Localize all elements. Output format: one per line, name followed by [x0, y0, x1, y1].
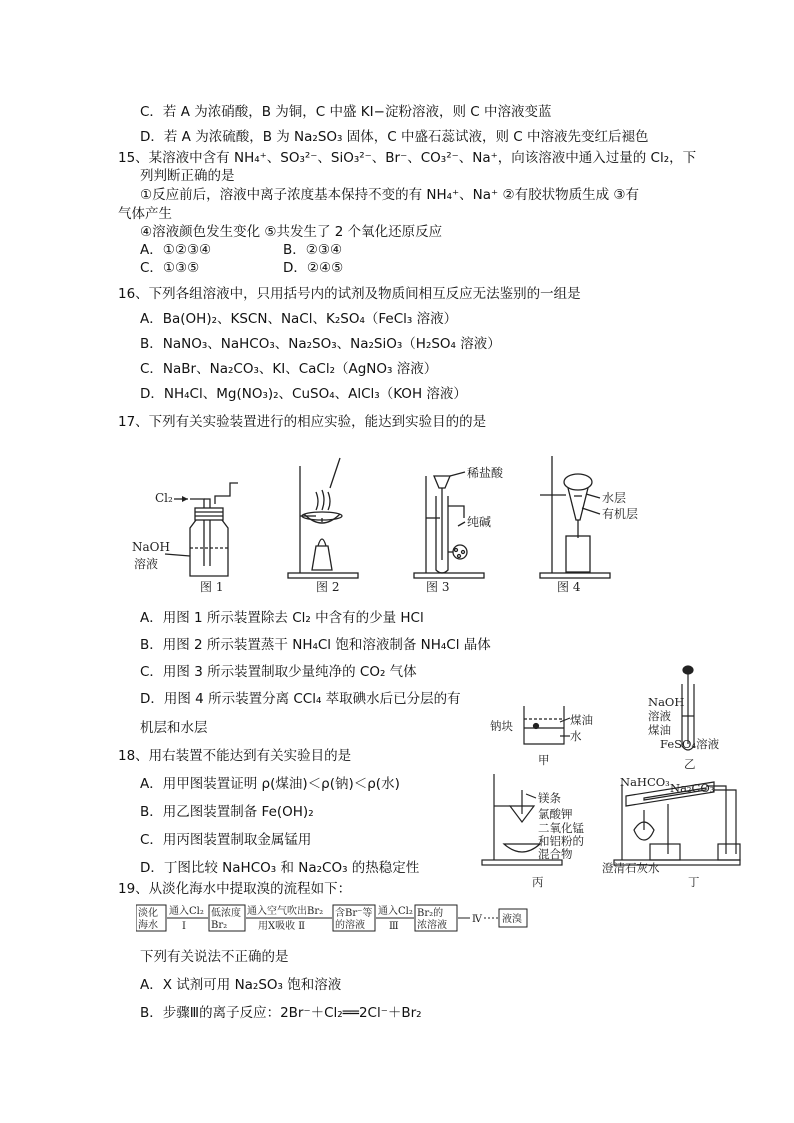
jia-sodium-label: 钠块 — [490, 719, 513, 733]
bing-magnesium-label: 镁条 — [538, 791, 561, 805]
jia-caption: 甲 — [538, 753, 550, 767]
yi-kerosene-label: 煤油 — [648, 723, 671, 737]
q19-question: 下列有关说法不正确的是 — [140, 949, 289, 965]
fig4-organic-layer-label: 有机层 — [602, 507, 639, 521]
flow-box2-line2: Br₂ — [211, 920, 228, 931]
yi-caption: 乙 — [684, 757, 696, 771]
flow-box1-line2: 海水 — [138, 920, 158, 931]
q15-statement-cont: 气体产生 — [118, 206, 172, 222]
fig2-evaporation-setup — [288, 458, 358, 594]
q15-stem: 15、某溶液中含有 NH₄⁺、SO₃²⁻、SiO₃²⁻、Br⁻、CO₃²⁻、Na⁺，向该溶液中通入过量的 Cl₂，下 — [118, 150, 697, 166]
q18-stem: 18、用右装置不能达到有关实验目的是 — [118, 748, 352, 764]
bing-mixture-label-3: 混合物 — [538, 847, 573, 861]
yi-fe-oh-2-setup — [648, 666, 720, 771]
q19-flowchart — [136, 903, 536, 935]
q15-statement-4: ④溶液颜色发生变化 ⑤共发生了 2 个氧化还原反应 — [140, 224, 443, 240]
q15-option-a: A．①②③④ — [140, 242, 212, 258]
fig2-caption: 图 2 — [316, 580, 340, 594]
fig4-water-layer-label: 水层 — [602, 491, 627, 505]
q19-option-a: A．X 试剂可用 Na₂SO₃ 饱和溶液 — [140, 977, 342, 993]
ding-limewater-label: 澄清石灰水 — [602, 861, 660, 875]
q14-option-c: C．若 A 为浓硝酸，B 为铜，C 中盛 KI−淀粉溶液，则 C 中溶液变蓝 — [140, 104, 552, 120]
bing-mixture-label-2: 和铝粉的 — [538, 834, 584, 848]
flow-box4-line1: Br₂的 — [417, 908, 444, 919]
flow-arrow3-top: 通入Cl₂ — [378, 906, 413, 917]
q16-option-d: D．NH₄Cl、Mg(NO₃)₂、CuSO₄、AlCl₃（KOH 溶液） — [140, 386, 467, 402]
flow-arrow1-top: 通入Cl₂ — [169, 906, 204, 917]
flow-box5: 液溴 — [502, 914, 522, 925]
q16-stem: 16、下列各组溶液中，只用括号内的试剂及物质间相互反应无法鉴别的一组是 — [118, 286, 581, 302]
flow-arrow3-bottom: Ⅲ — [389, 921, 399, 932]
flow-arrow2-top: 通入空气吹出Br₂ — [247, 906, 324, 917]
flow-box2-line1: 低浓度 — [211, 908, 241, 919]
q18-option-b: B．用乙图装置制备 Fe(OH)₂ — [140, 804, 314, 820]
q14-option-d: D．若 A 为浓硫酸，B 为 Na₂SO₃ 固体，C 中盛石蕊试液，则 C 中溶液先变红后褪色 — [140, 129, 649, 145]
q18-apparatus-figure — [474, 664, 744, 894]
q17-option-d: D．用图 4 所示装置分离 CCl₄ 萃取碘水后已分层的有 — [140, 691, 461, 707]
q16-option-a: A．Ba(OH)₂、KSCN、NaCl、K₂SO₄（FeCl₃ 溶液） — [140, 311, 458, 327]
fig1-naoh-label: NaOH — [132, 540, 170, 554]
q19-option-b: B．步骤Ⅲ的离子反应：2Br⁻＋Cl₂══2Cl⁻＋Br₂ — [140, 1005, 422, 1021]
flow-arrow1-bottom: Ⅰ — [182, 921, 186, 932]
q16-option-b: B．NaNO₃、NaHCO₃、Na₂SO₃、Na₂SiO₃（H₂SO₄ 溶液） — [140, 336, 501, 352]
q18-option-a: A．用甲图装置证明 ρ(煤油)＜ρ(钠)＜ρ(水) — [140, 776, 400, 792]
jia-kerosene-label: 煤油 — [570, 713, 593, 727]
jia-density-setup — [490, 706, 593, 767]
q17-option-a: A．用图 1 所示装置除去 Cl₂ 中含有的少量 HCl — [140, 610, 424, 626]
q17-stem: 17、下列有关实验装置进行的相应实验，能达到实验目的的是 — [118, 414, 487, 430]
fig1-solution-label: 溶液 — [134, 557, 159, 571]
fig1-caption: 图 1 — [200, 580, 224, 594]
q17-option-b: B．用图 2 所示装置蒸干 NH₄Cl 饱和溶液制备 NH₄Cl 晶体 — [140, 637, 491, 653]
fig3-co2-generator — [414, 465, 504, 594]
bing-caption: 丙 — [532, 875, 544, 889]
fig3-caption: 图 3 — [426, 580, 450, 594]
flow-box1-line1: 淡化 — [138, 908, 158, 919]
q16-option-c: C．NaBr、Na₂CO₃、KI、CaCl₂（AgNO₃ 溶液） — [140, 361, 438, 377]
yi-solution-label: 溶液 — [648, 709, 671, 723]
bing-thermite-setup — [482, 774, 584, 889]
ding-thermal-stability-setup — [602, 775, 740, 889]
yi-feso4-label: FeSO₄溶液 — [660, 737, 720, 751]
bing-mixture-label-1: 二氧化锰 — [538, 821, 584, 835]
ding-caption: 丁 — [688, 875, 700, 889]
q17-apparatus-figure — [120, 448, 640, 600]
q17-option-d-cont: 机层和水层 — [140, 720, 208, 736]
fig1-gas-washing-bottle — [132, 483, 238, 594]
q15-option-c: C．①③⑤ — [140, 260, 200, 276]
fig3-soda-label: 纯碱 — [467, 515, 492, 529]
q18-option-d: D．丁图比较 NaHCO₃ 和 Na₂CO₃ 的热稳定性 — [140, 860, 420, 876]
flow-box3-line1: 含Br⁻等 — [335, 908, 373, 919]
fig4-caption: 图 4 — [557, 580, 581, 594]
bing-kclo3-label: 氯酸钾 — [538, 807, 573, 821]
ding-na2co3-label: Na₂CO₃ — [670, 781, 715, 795]
q19-stem: 19、从淡化海水中提取溴的流程如下： — [118, 881, 352, 897]
yi-naoh-label: NaOH — [648, 695, 685, 709]
q15-option-d: D．②④⑤ — [283, 260, 344, 276]
fig4-separatory-funnel — [540, 456, 638, 594]
flow-arrow2-bottom: 用X吸收 Ⅱ — [258, 921, 306, 932]
q15-stem-cont: 列判断正确的是 — [140, 168, 235, 184]
q17-option-c: C．用图 3 所示装置制取少量纯净的 CO₂ 气体 — [140, 664, 417, 680]
flow-box3-line2: 的溶液 — [335, 920, 365, 931]
q15-option-b: B．②③④ — [283, 242, 343, 258]
q15-statement-1: ①反应前后，溶液中离子浓度基本保持不变的有 NH₄⁺、Na⁺ ②有胶状物质生成 ③有 — [140, 187, 639, 203]
ding-nahco3-label: NaHCO₃ — [620, 775, 670, 789]
q18-option-c: C．用丙图装置制取金属锰用 — [140, 832, 312, 848]
fig1-cl2-label: Cl₂ — [155, 491, 173, 505]
jia-water-label: 水 — [570, 729, 582, 743]
flow-arrow4: Ⅳ — [472, 914, 482, 925]
fig3-hcl-label: 稀盐酸 — [467, 466, 504, 480]
flow-box4-line2: 浓溶液 — [417, 920, 447, 931]
